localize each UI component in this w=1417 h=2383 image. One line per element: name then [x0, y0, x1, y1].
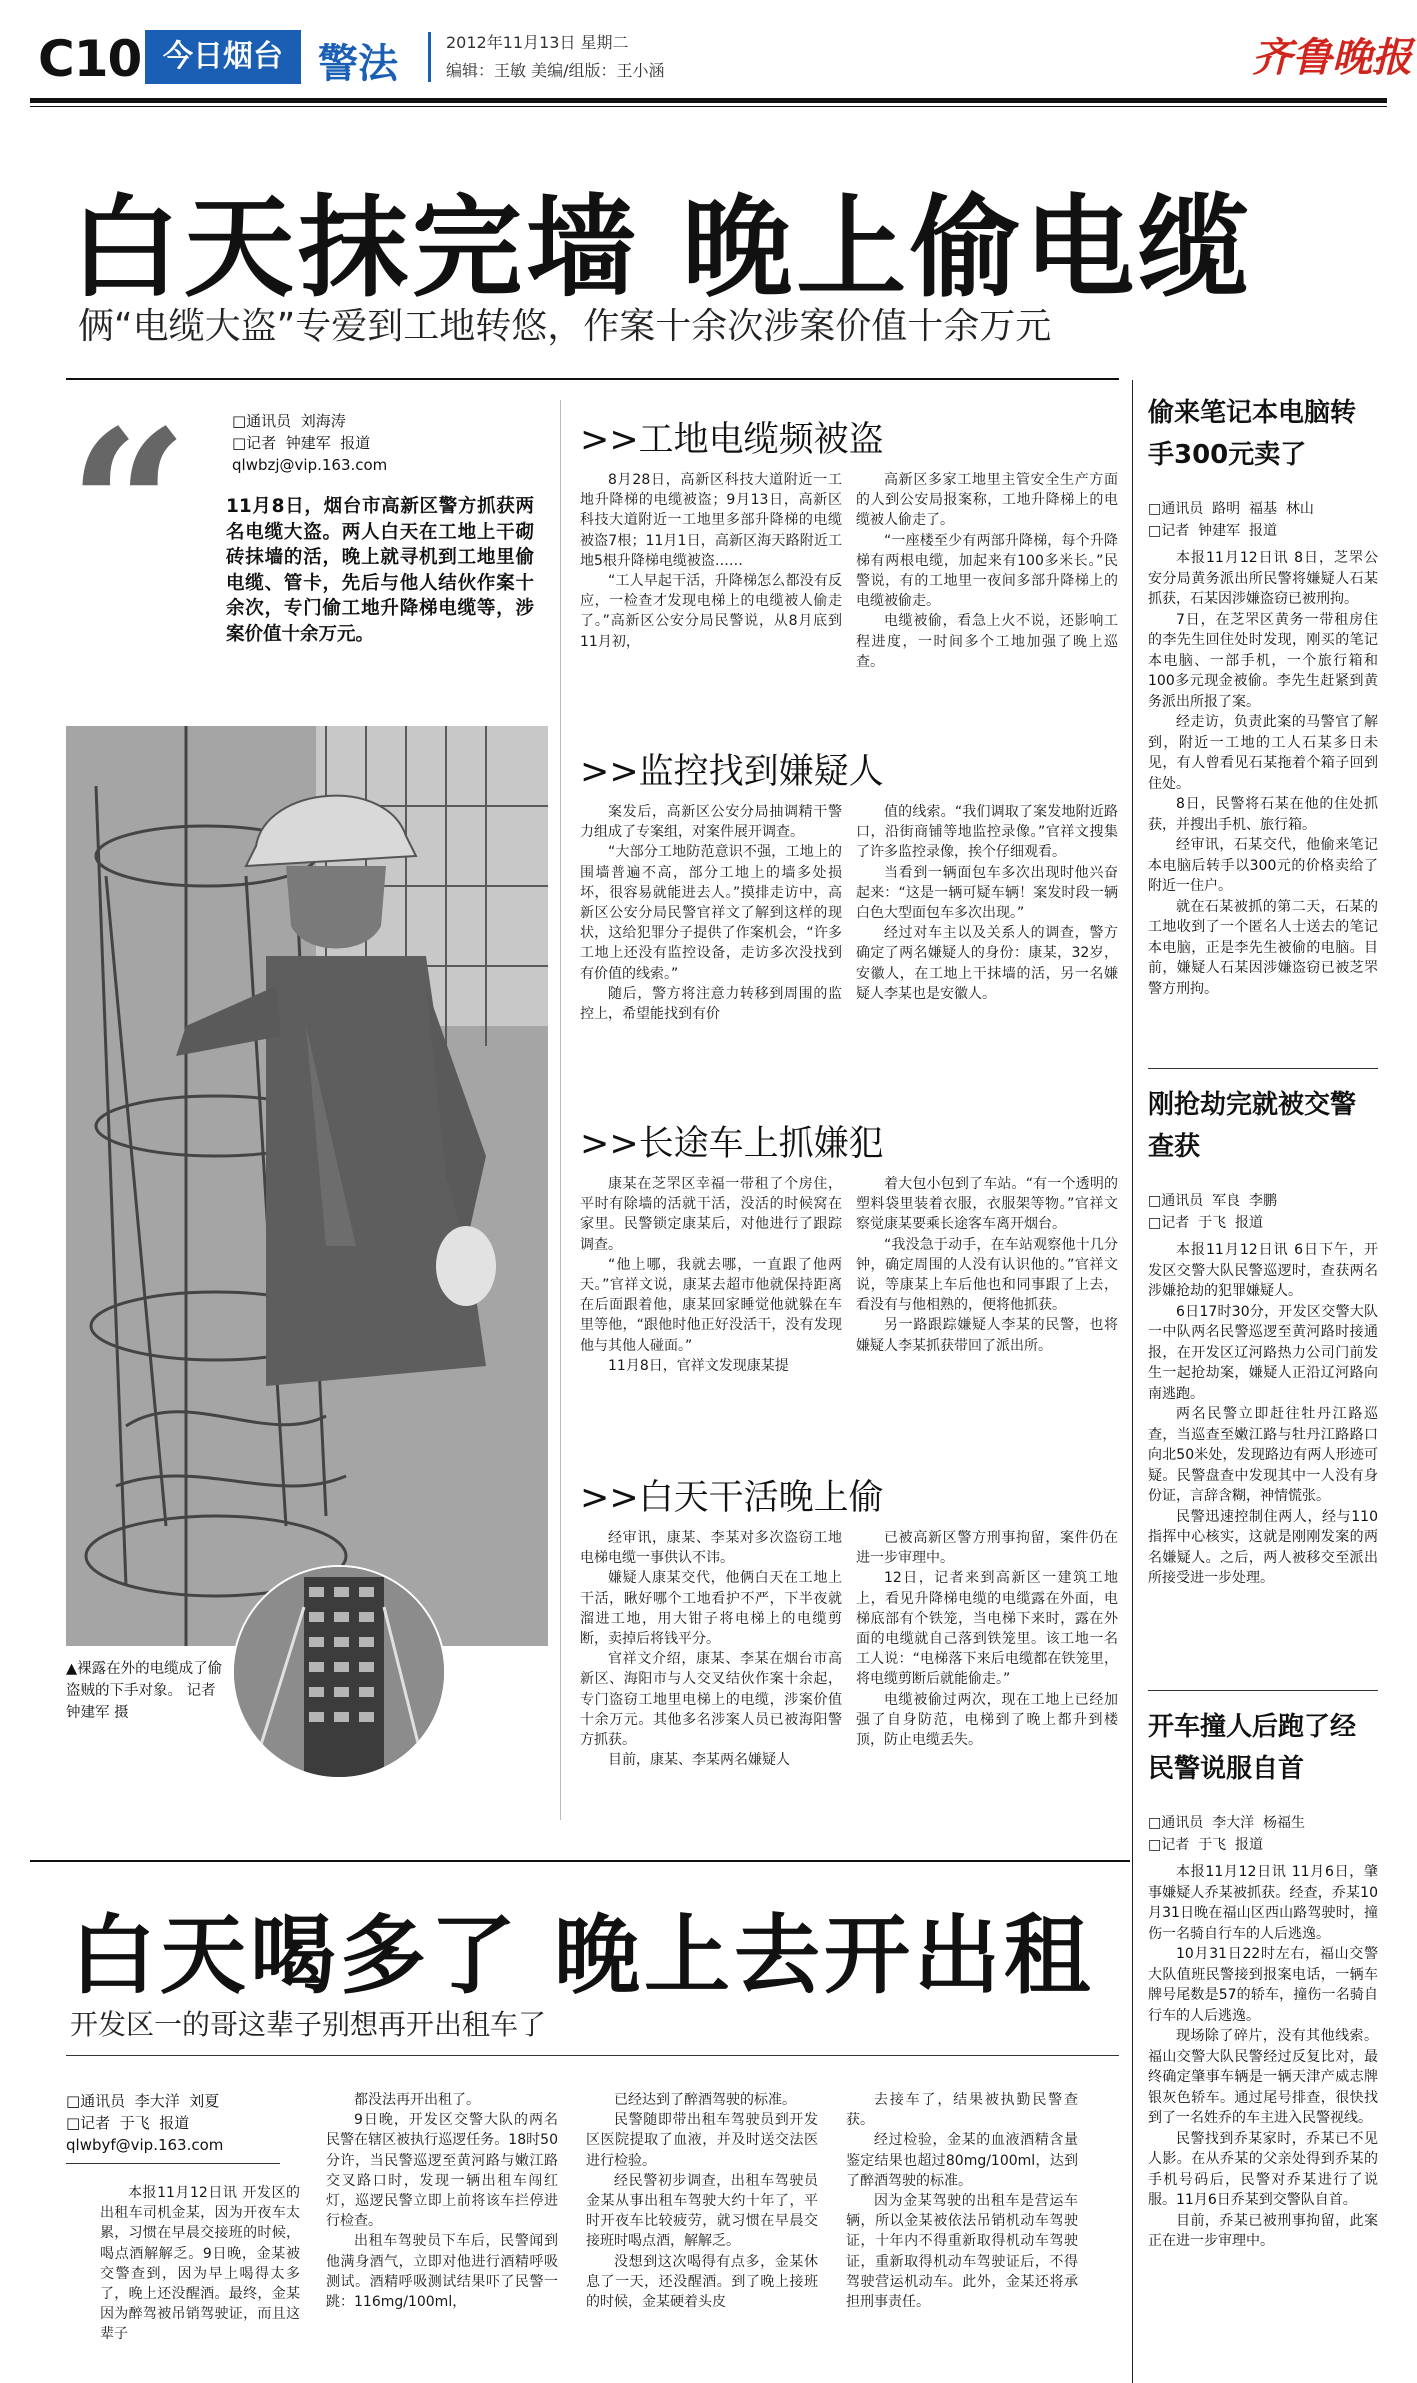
paragraph: 高新区多家工地里主管安全生产方面的人到公安局报案称，工地升降梯上的电缆被人偷走了。	[856, 472, 1118, 529]
issue-date: 2012年11月13日 星期二	[446, 33, 629, 52]
header-rule	[30, 98, 1387, 103]
paragraph: 8月28日，高新区科技大道附近一工地升降梯的电缆被盗；9月13日，高新区科技大道附近一工地里多部升降梯的电缆被盗7根；11月1日，高新区海天路附近工地5根升降梯电缆被盗……	[580, 472, 842, 569]
sidebar-story-title: 开车撞人后跑了经民警说服自首	[1148, 1712, 1357, 1784]
article1-rule	[66, 378, 1119, 380]
section1-col-a	[580, 470, 842, 652]
sidebar-byline: □记者 于飞 报道	[1148, 1837, 1264, 1853]
paragraph: 随后，警方将注意力转移到周围的监控上，希望能找到有价	[580, 985, 842, 1023]
sidebar-story-laptop	[1148, 392, 1378, 999]
paragraph: 因为金某驾驶的出租车是营运车辆，所以金某被依法吊销机动车驾驶证，十年内不得重新取得机动车驾驶证，重新取得机动车驾驶证后，不得驾驶营运机动车。此外，金某还将承担刑事责任。	[846, 2193, 1078, 2311]
body-divider	[560, 400, 561, 1820]
paragraph: 本报11月12日讯 11月6日，肇事嫌疑人乔某被抓获。经查，乔某10月31日晚在福山区西山路驾驶时，撞伤一名骑自行车的人后逃逸。	[1148, 1864, 1378, 1942]
sidebar-story-body	[1148, 1240, 1378, 1589]
sidebar-story-body	[1148, 1862, 1378, 2252]
byline-rule	[66, 2163, 280, 2164]
editor-credits: 编辑：王敏 美编/组版：王小涵	[446, 61, 665, 80]
article1-lead: 11月8日，烟台市高新区警方抓获两名电缆大盗。两人白天在工地上干砌砖抹墙的活，晚上就寻机到工地里偷电缆、管卡，先后与他人结伙作案十余次，专门偷工地升降梯电缆等，涉案价值十余万元。	[226, 496, 534, 645]
section-badge: 今日烟台	[145, 30, 301, 84]
paragraph: 经过检验，金某的血液酒精含量鉴定结果也超过80mg/100ml，达到了醉酒驾驶的标准。	[846, 2132, 1078, 2189]
paragraph: “他上哪，我就去哪，一直跟了他两天。”官祥文说，康某去超市他就保持距离在后面跟着他，康某回家睡觉他就躲在车里等他，“跟他时他正好没活干，没有发现他与其他人碰面。”	[580, 1256, 842, 1354]
article2-subrule	[66, 2055, 1119, 2056]
paragraph: 11月8日，官祥文发现康某提	[608, 1357, 789, 1374]
paragraph: “一座楼至少有两部升降梯，每个升降梯有两根电缆，加起来有100多米长。”民警说，有的工地里一夜间多部升降梯上的电缆被偷走。	[856, 532, 1118, 610]
construction-worker-photo	[66, 726, 548, 1646]
paragraph: 本报11月12日讯 6日下午，开发区交警大队民警巡逻时，查获两名涉嫌抢劫的犯罪嫌疑人。	[1148, 1242, 1378, 1299]
sidebar-story-title: 偷来笔记本电脑转手300元卖了	[1148, 398, 1357, 470]
paragraph: 都没法再开出租了。	[354, 2092, 480, 2108]
paragraph: “工人早起干活，升降梯怎么都没有反应，一检查才发现电梯上的电缆被人偷走了。”高新区公安分局民警说，从8月底到11月初，	[580, 573, 842, 650]
sidebar-byline: □记者 于飞 报道	[1148, 1215, 1264, 1231]
page-number: C10	[38, 30, 142, 88]
article2-email: qlwbyf@vip.163.com	[66, 2136, 224, 2154]
paragraph: 8日，民警将石某在他的住处抓获，并搜出手机、旅行箱。	[1148, 796, 1378, 833]
section3-col-a	[580, 1174, 842, 1376]
paragraph: 目前，康某、李某两名嫌疑人	[608, 1752, 790, 1769]
column-name: 警法	[318, 41, 398, 87]
paragraph: 就在石某被抓的第二天，石某的工地收到了一个匿名人士送去的笔记本电脑，正是李先生被偷的电脑。目前，嫌疑人石某因涉嫌盗窃已被芝罘警方刑拘。	[1148, 898, 1378, 997]
sidebar-story-hit-and-run	[1148, 1706, 1378, 2252]
photo-caption: ▲裸露在外的电缆成了偷盗贼的下手对象。 记者 钟建军 摄	[66, 1661, 223, 1721]
paragraph: 没想到这次喝得有点多，金某休息了一天，还没醒酒。到了晚上接班的时候，金某硬着头皮	[586, 2253, 818, 2311]
quote-mark-icon: “	[68, 384, 189, 631]
paragraph: 民警迅速控制住两人，经与110指挥中心核实，这就是刚刚发案的两名嫌疑人。之后，两人被移交至派出所接受进一步处理。	[1148, 1508, 1378, 1586]
section-title-cable-theft: >>工地电缆频被盗	[580, 420, 884, 460]
paragraph: 10月31日22时左右，福山交警大队值班民警接到报案电话，一辆车牌号尾数是57的轿车，撞伤一名骑自行车的人后逃逸。	[1148, 1946, 1378, 2024]
paragraph: 电缆被偷，看急上火不说，还影响工程进度，一时间多个工地加强了晚上巡查。	[856, 613, 1118, 670]
sidebar-divider	[1132, 380, 1133, 2383]
paragraph: 本报11月12日讯 8日，芝罘公安分局黄务派出所民警将嫌疑人石某抓获，石某因涉嫌盗窃已被刑拘。	[1148, 550, 1378, 607]
building-inset-photo	[232, 1565, 446, 1779]
paragraph: 9日晚，开发区交警大队的两名民警在辖区被执行巡逻任务。18时50分许，当民警巡逻至黄河路与嫩江路交叉路口时，发现一辆出租车闯红灯，巡逻民警立即上前将该车拦停进行检查。	[326, 2112, 558, 2230]
sidebar-rule	[1148, 1068, 1378, 1069]
paragraph: 康某在芝罘区幸福一带租了个房住，平时有除墙的活就干活，没活的时候窝在家里。民警锁定康某后，对他进行了跟踪调查。	[580, 1176, 842, 1253]
paragraph: 经过对车主以及关系人的调查，警方确定了两名嫌疑人的身份：康某，32岁，安徽人，在工地上干抹墙的活，另一名嫌疑人李某也是安徽人。	[856, 925, 1118, 1002]
newspaper-logo: 齐鲁晚报	[1252, 34, 1412, 81]
article1-byline-1: □通讯员 刘海涛	[232, 412, 346, 430]
paragraph: 经民警初步调查，出租车驾驶员金某从事出租车驾驶大约十年了，平时开夜车比较疲劳，就习惯在早晨交接班时喝点酒，解解乏。	[586, 2172, 818, 2250]
article2-col3	[586, 2090, 818, 2312]
article2-subhead: 开发区一的哥这辈子别想再开出租车了	[70, 2008, 547, 2041]
sidebar-story-title: 刚抢劫完就被交警查获	[1148, 1090, 1357, 1162]
paragraph: 7日，在芝罘区黄务一带租房住的李先生回住处时发现，刚买的笔记本电脑、一部手机，一个旅行箱和100多元现金被偷。李先生赶紧到黄务派出所报了案。	[1148, 611, 1378, 710]
paragraph: 已被高新区警方刑事拘留，案件仍在进一步审理中。	[856, 1530, 1118, 1567]
article1-email: qlwbzj@vip.163.com	[232, 456, 388, 474]
section-title-day-work-night-theft: >>白天干活晚上偷	[580, 1478, 884, 1518]
sidebar-byline: □通讯员 路明 福基 林山	[1148, 501, 1314, 517]
sidebar-rule	[1148, 1690, 1378, 1691]
article2-rule	[30, 1860, 1130, 1862]
paragraph: 6日17时30分，开发区交警大队一中队两名民警巡逻至黄河路时接通报，在开发区辽河路热力公司门前发生一起抢劫案，嫌疑人正沿辽河路向南逃跑。	[1148, 1303, 1378, 1402]
article2-col4	[846, 2090, 1078, 2312]
article2-byline-2: □记者 于飞 报道	[66, 2114, 190, 2132]
paragraph: 官祥文介绍，康某、李某在烟台市高新区、海阳市与人交叉结伙作案十余起，专门盗窃工地里电梯上的电缆，涉案价值十余万元。其他多名涉案人员已被海阳警方抓获。	[580, 1651, 842, 1749]
article1-subhead: 俩“电缆大盗”专爱到工地转悠，作案十余次涉案价值十余万元	[78, 306, 1052, 347]
paragraph: “大部分工地防范意识不强，工地上的围墙普遍不高，部分工地上的墙多处损坏，很容易就能进去人。”摸排走访中，高新区公安分局民警官祥文了解到这样的现状，这给犯罪分子提供了作案机会，“许多工地上还没有监控设备，走访多次没找到有价值的线索。”	[580, 844, 842, 982]
paragraph: 经审讯，石某交代，他偷来笔记本电脑后转手以300元的价格卖给了附近一住户。	[1148, 837, 1378, 894]
paragraph: 出租车驾驶员下车后，民警闻到他满身酒气，立即对他进行酒精呼吸测试。酒精呼吸测试结果吓了民警一跳：116mg/100ml，	[326, 2233, 558, 2311]
paragraph: 两名民警立即赶往牡丹江路巡查，当巡查至嫩江路与牡丹江路路口向北50米处，发现路边有两人形迹可疑。民警盘查中发现其中一人没有身份证，言辞含糊，神情慌张。	[1148, 1406, 1378, 1504]
sidebar-story-body	[1148, 548, 1378, 999]
paragraph: 民警随即带出租车驾驶员到开发区医院提取了血液，并及时送交法医进行检验。	[586, 2112, 818, 2169]
paragraph: 着大包小包到了车站。“有一个透明的塑料袋里装着衣服，衣服架等物。”官祥文察觉康某要乘长途客车离开烟台。	[856, 1176, 1118, 1233]
paragraph: 另一路跟踪嫌疑人李某的民警，也将嫌疑人李某抓获带回了派出所。	[856, 1317, 1118, 1354]
section-title-surveillance: >>监控找到嫌疑人	[580, 752, 884, 792]
sidebar-story-robbery	[1148, 1084, 1378, 1589]
article2-headline: 白天喝多了 晚上去开出租	[70, 1906, 1094, 2006]
header-rule-thin	[30, 106, 1387, 107]
paragraph: 嫌疑人康某交代，他俩白天在工地上干活，瞅好哪个工地看护不严，下半夜就溜进工地，用大钳子将电梯上的电缆剪断，卖掉后将钱平分。	[580, 1570, 842, 1648]
section4-col-a	[580, 1528, 842, 1770]
article2-col1	[100, 2183, 300, 2345]
section-title-bus-arrest: >>长途车上抓嫌犯	[580, 1124, 884, 1164]
sidebar-byline: □通讯员 军良 李鹏	[1148, 1193, 1278, 1209]
paragraph: 案发后，高新区公安分局抽调精干警力组成了专案组，对案件展开调查。	[580, 804, 842, 841]
section4-col-b	[856, 1528, 1118, 1750]
section3-col-b	[856, 1174, 1118, 1356]
paragraph: 值的线索。“我们调取了案发地附近路口，沿街商铺等地监控录像。”官祥文搜集了许多监控录像，挨个仔细观看。	[856, 804, 1118, 861]
paragraph: 经走访，负责此案的马警官了解到，附近一工地的工人石某多日未见，有人曾看见石某拖着个箱子回到住处。	[1148, 714, 1378, 792]
section2-col-b	[856, 802, 1118, 1004]
header-divider	[428, 32, 431, 82]
paragraph: 经审讯，康某、李某对多次盗窃工地电梯电缆一事供认不讳。	[580, 1530, 842, 1567]
paragraph: 已经达到了醉酒驾驶的标准。	[614, 2092, 796, 2108]
sidebar-byline: □通讯员 李大洋 杨福生	[1148, 1815, 1306, 1831]
article2-col2	[326, 2090, 558, 2312]
paragraph: 本报11月12日讯 开发区的出租车司机金某，因为开夜车太累，习惯在早晨交接班的时候，喝点酒解解乏。9日晚，金某被交警查到，因为早上喝得太多了，晚上还没醒酒。最终，金某因为醉驾被吊销驾驶证，而且这辈子	[100, 2185, 300, 2343]
paragraph: “我没急于动手，在车站观察他十几分钟，确定周围的人没有认识他的。”官祥文说，等康某上车后他也和同事跟了上去，看没有与他相熟的，便将他抓获。	[856, 1236, 1118, 1314]
paragraph: 电缆被偷过两次，现在工地上已经加强了自身防范，电梯到了晚上都升到楼顶，防止电缆丢失。	[856, 1691, 1118, 1749]
paragraph: 当看到一辆面包车多次出现时他兴奋起来：“这是一辆可疑车辆！案发时段一辆白色大型面包车多次出现。”	[856, 864, 1118, 922]
paragraph: 现场除了碎片，没有其他线索。福山交警大队民警经过反复比对，最终确定肇事车辆是一辆天津产威志牌银灰色轿车。通过尾号排查，很快找到了一名姓乔的车主进入民警视线。	[1148, 2028, 1378, 2126]
section1-col-b	[856, 470, 1118, 672]
paragraph: 民警找到乔某家时，乔某已不见人影。在从乔某的父亲处得到乔某的手机号码后，民警对乔某进行了说服。11月6日乔某到交警队自首。	[1148, 2130, 1378, 2208]
article1-headline: 白天抹完墙 晚上偷电缆	[70, 184, 1253, 312]
paragraph: 去接车了，结果被执勤民警查获。	[846, 2092, 1078, 2129]
sidebar-byline: □记者 钟建军 报道	[1148, 523, 1278, 539]
paragraph: 目前，乔某已被刑事拘留，此案正在进一步审理中。	[1148, 2212, 1378, 2249]
paragraph: 12日，记者来到高新区一建筑工地上，看见升降梯电缆的电缆露在外面，电梯底部有个铁笼，当电梯下来时，露在外面的电缆就自己落到铁笼里。该工地一名工人说：“电梯落下来后电缆都在铁笼里，将电缆剪断后就能偷走。”	[856, 1570, 1118, 1688]
article1-byline-2: □记者 钟建军 报道	[232, 434, 371, 452]
article2-byline-1: □通讯员 李大洋 刘夏	[66, 2092, 220, 2110]
section2-col-a	[580, 802, 842, 1024]
